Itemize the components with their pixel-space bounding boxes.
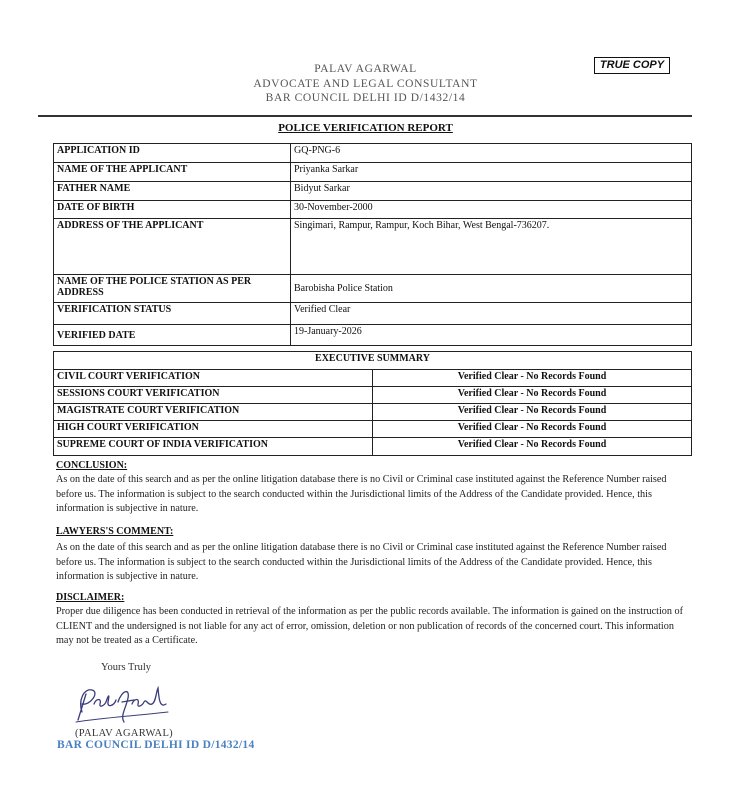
summary-value: Verified Clear - No Records Found xyxy=(373,387,692,404)
table-row xyxy=(54,325,692,346)
detail-label: FATHER NAME xyxy=(54,182,291,201)
summary-label: CIVIL COURT VERIFICATION xyxy=(54,370,373,387)
signatory-bar-council: BAR COUNCIL DELHI ID D/1432/14 xyxy=(57,739,255,751)
header-name: PALAV AGARWAL xyxy=(314,63,417,75)
summary-value: Verified Clear - No Records Found xyxy=(373,438,692,456)
table-row xyxy=(54,275,692,303)
conclusion-text: As on the date of this search and as per the online litigation database there is no Civil or Criminal case instituted against the Reference Number raised before us. The information is subject to the search conducted within the Jurisdictional limits of the Address of the Candidate provided. Hence, this information is subjective in nature. xyxy=(56,474,667,514)
detail-value: Bidyut Sarkar xyxy=(291,182,692,201)
conclusion-heading: CONCLUSION: xyxy=(56,460,128,471)
table-row xyxy=(54,219,692,275)
summary-heading: EXECUTIVE SUMMARY xyxy=(54,352,692,370)
closing-text: Yours Truly xyxy=(101,662,152,673)
detail-value: GQ-PNG-6 xyxy=(291,144,692,163)
table-row xyxy=(54,404,692,421)
table-row xyxy=(54,303,692,325)
detail-value: Verified Clear xyxy=(291,303,692,325)
summary-value: Verified Clear - No Records Found xyxy=(373,421,692,438)
detail-value: Priyanka Sarkar xyxy=(291,163,692,182)
detail-label: VERIFIED DATE xyxy=(54,325,291,346)
detail-value: Singimari, Rampur, Rampur, Koch Bihar, West Bengal-736207. xyxy=(291,219,692,275)
lawyers-comment-text: As on the date of this search and as per the online litigation database there is no Civil or Criminal case instituted against the Reference Number raised before us. The information is subject to the search conducted within the Jurisdictional limits of the Address of the Candidate provided. Hence, this information is subjective in nature. xyxy=(56,542,667,582)
executive-summary-table xyxy=(53,351,692,456)
disclaimer-text: Proper due diligence has been conducted in retrieval of the information as per the public records available. The information is gained on the instruction of CLIENT and the undersigned is not liable for any act of error, omission, deletion or non publication of records of the concerned court. This information may not be treated as a Certificate. xyxy=(56,606,683,646)
table-row xyxy=(54,182,692,201)
table-row xyxy=(54,438,692,456)
detail-label: NAME OF THE POLICE STATION AS PER ADDRESS xyxy=(54,275,291,303)
summary-label: HIGH COURT VERIFICATION xyxy=(54,421,373,438)
disclaimer-heading: DISCLAIMER: xyxy=(56,592,125,603)
report-title: POLICE VERIFICATION REPORT xyxy=(278,122,453,134)
lawyers-comment-heading: LAWYERS'S COMMENT: xyxy=(56,526,174,537)
detail-label: APPLICATION ID xyxy=(54,144,291,163)
table-row xyxy=(54,201,692,219)
summary-value: Verified Clear - No Records Found xyxy=(373,370,692,387)
table-row xyxy=(54,352,692,370)
summary-label: SUPREME COURT OF INDIA VERIFICATION xyxy=(54,438,373,456)
table-row xyxy=(54,163,692,182)
table-row xyxy=(54,370,692,387)
handwritten-signature xyxy=(72,680,172,726)
header-divider xyxy=(38,115,692,117)
true-copy-stamp: TRUE COPY xyxy=(594,57,670,74)
detail-value: 30-November-2000 xyxy=(291,201,692,219)
summary-label: MAGISTRATE COURT VERIFICATION xyxy=(54,404,373,421)
applicant-details-table xyxy=(53,143,692,346)
signatory-name: (PALAV AGARWAL) xyxy=(75,728,173,739)
header-bar-council: BAR COUNCIL DELHI ID D/1432/14 xyxy=(265,92,466,104)
table-row xyxy=(54,387,692,404)
table-row xyxy=(54,144,692,163)
detail-label: VERIFICATION STATUS xyxy=(54,303,291,325)
summary-value: Verified Clear - No Records Found xyxy=(373,404,692,421)
detail-value: 19-January-2026 xyxy=(291,325,692,346)
summary-label: SESSIONS COURT VERIFICATION xyxy=(54,387,373,404)
detail-label: DATE OF BIRTH xyxy=(54,201,291,219)
table-row xyxy=(54,421,692,438)
detail-label: ADDRESS OF THE APPLICANT xyxy=(54,219,291,275)
header-designation: ADVOCATE AND LEGAL CONSULTANT xyxy=(253,78,478,90)
detail-label: NAME OF THE APPLICANT xyxy=(54,163,291,182)
detail-value: Barobisha Police Station xyxy=(291,275,692,303)
